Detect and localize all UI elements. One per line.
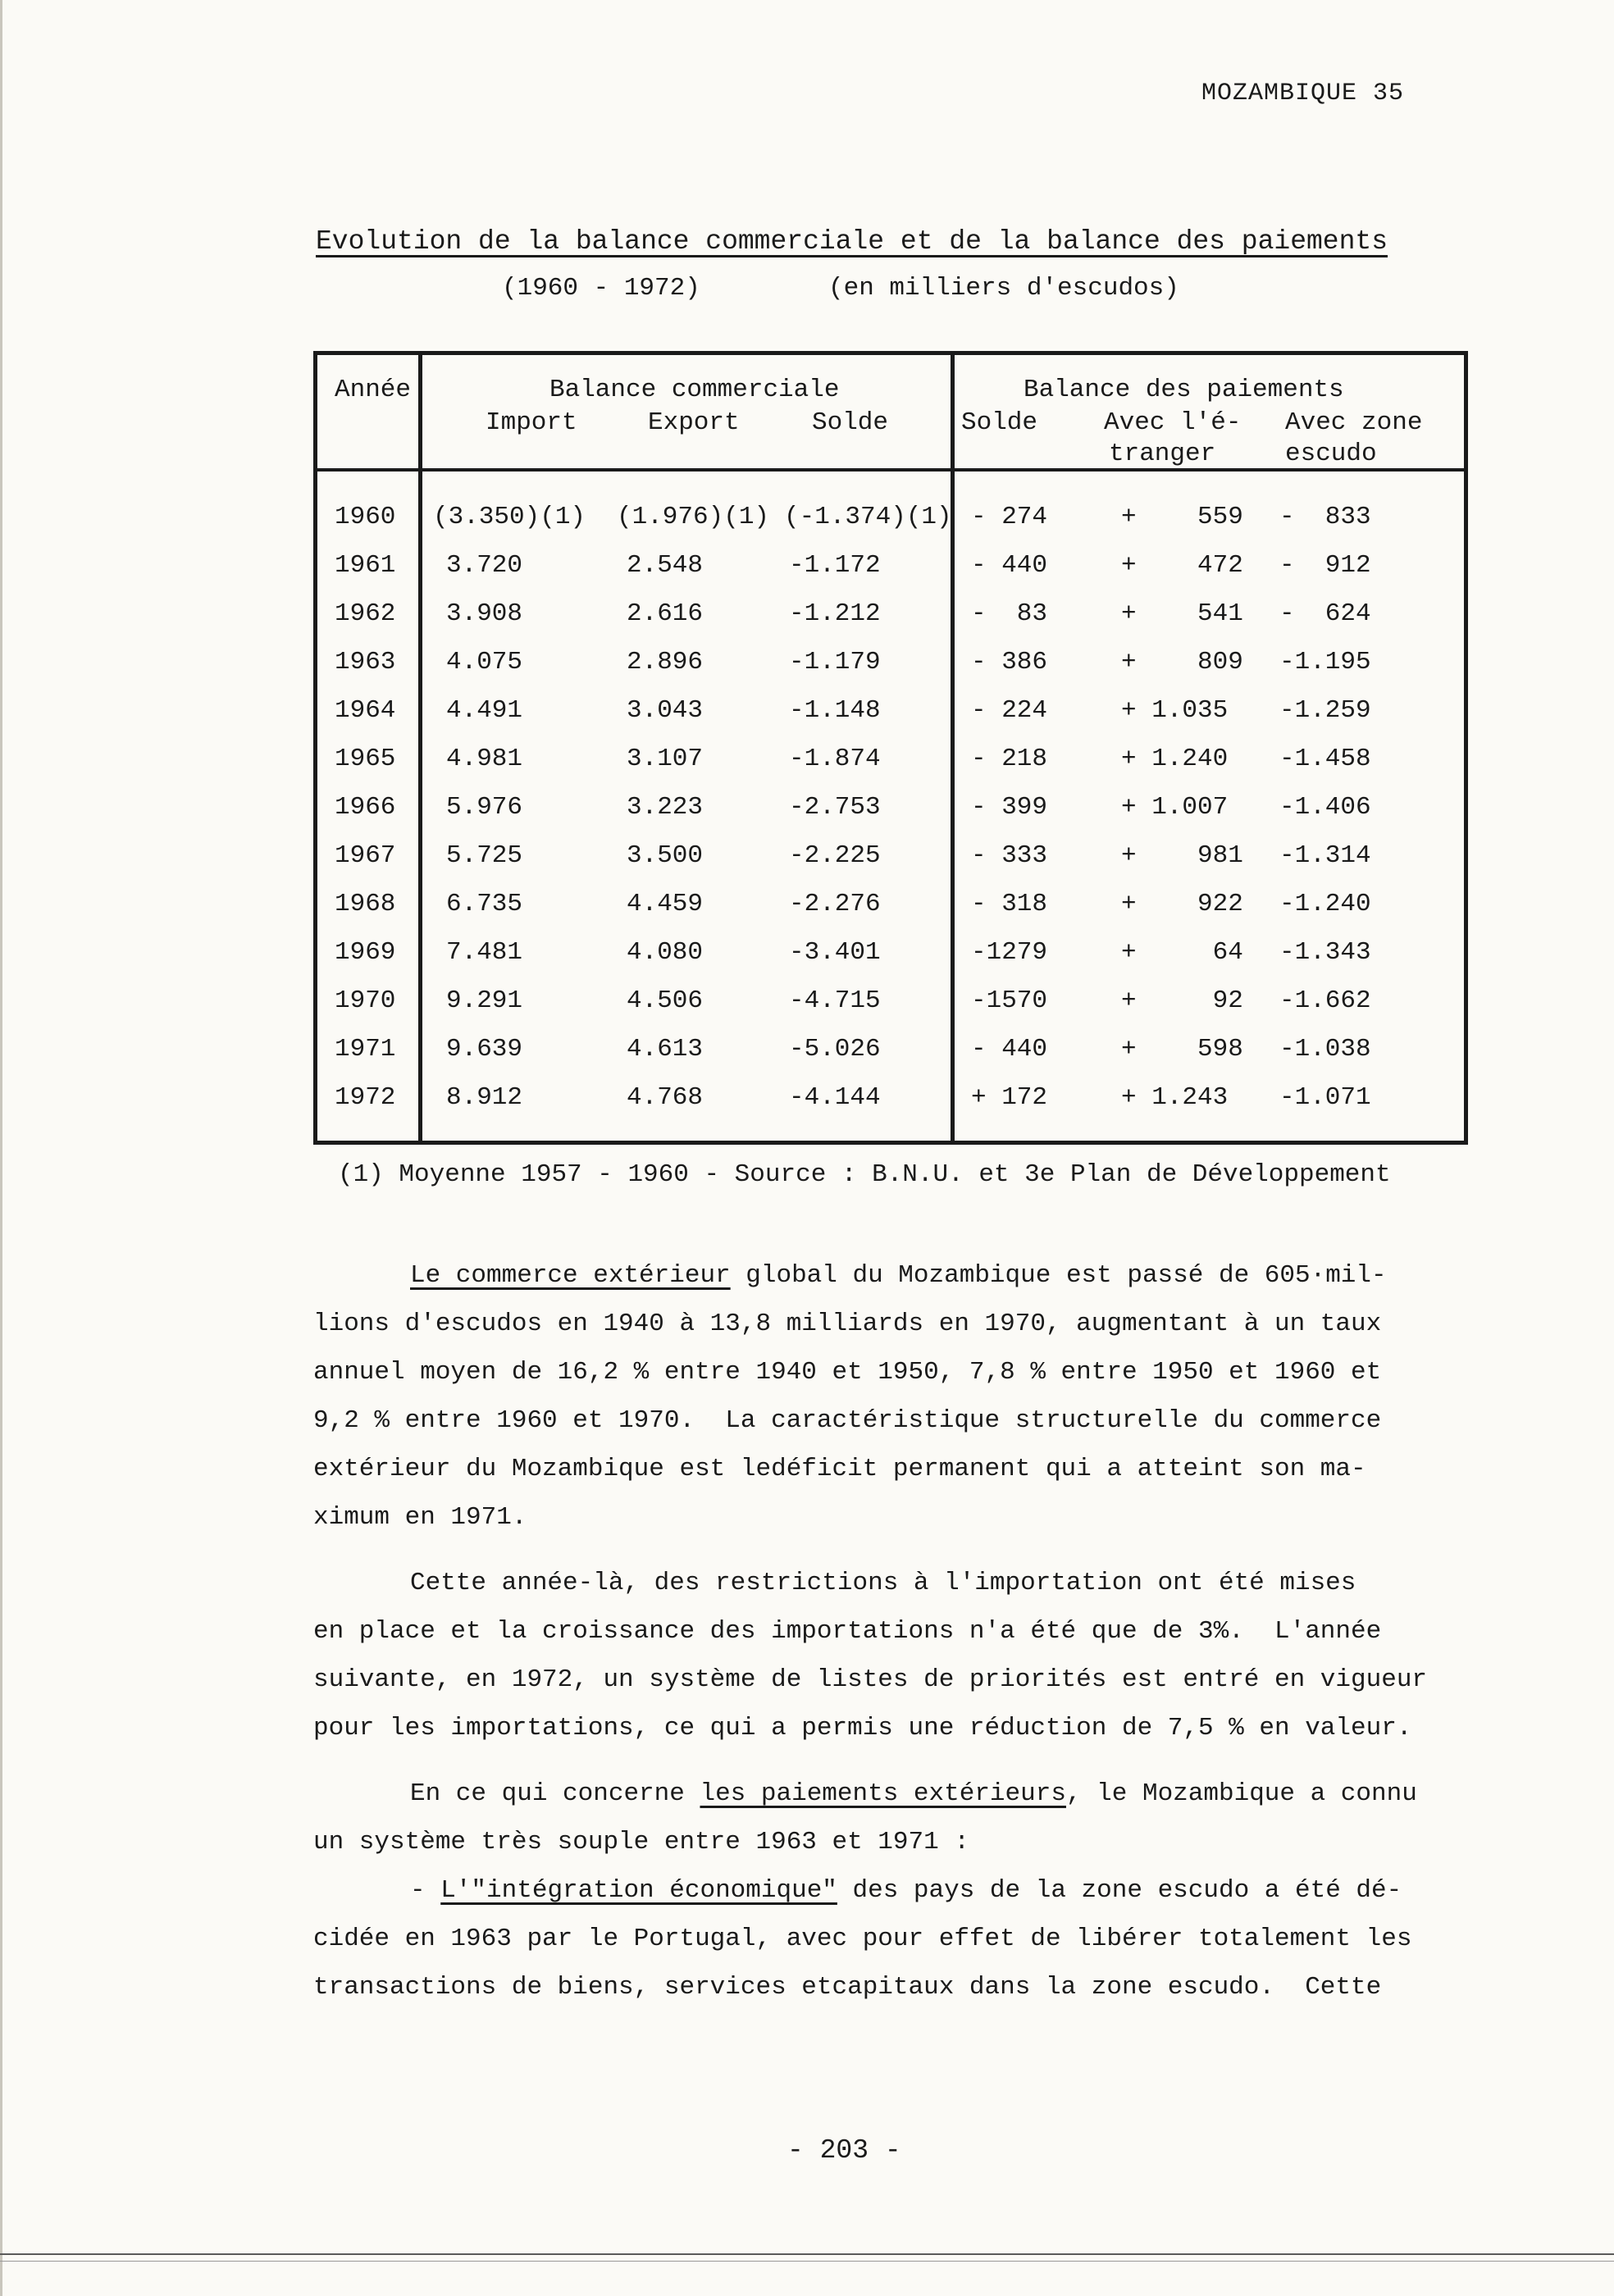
table-unit: (en milliers d'escudos) <box>828 274 1179 303</box>
paragraph-3-line-2: un système très souple entre 1963 et 1971 : <box>313 1828 969 1856</box>
paragraph-2-line-4: pour les importations, ce qui a permis une réduction de 7,5 % en valeur. <box>313 1714 1412 1742</box>
cell-solde: -2.276 <box>789 890 881 918</box>
table-row <box>313 841 1468 890</box>
underlined-phrase: Le commerce extérieur <box>410 1261 731 1290</box>
header-solde: Solde <box>812 408 889 437</box>
cell-annee: 1967 <box>335 841 396 870</box>
cell-import: 4.491 <box>446 696 523 725</box>
cell-avec-etranger: + 922 <box>1121 890 1243 918</box>
table-years-range: (1960 - 1972) <box>502 274 700 303</box>
scan-edge-bottom-secondary <box>0 2261 1614 2262</box>
table-row <box>313 599 1468 648</box>
header-avec-zone-line2: escudo <box>1285 440 1377 468</box>
table-footnote: (1) Moyenne 1957 - 1960 - Source : B.N.U. et 3e Plan de Développement <box>338 1160 1391 1189</box>
cell-export: 2.548 <box>627 551 704 580</box>
table-row <box>313 1035 1468 1083</box>
cell-import: 8.912 <box>446 1083 523 1112</box>
cell-bp-solde: - 386 <box>971 648 1048 676</box>
page-number: - 203 - <box>787 2135 901 2166</box>
cell-bp-solde: - 440 <box>971 1035 1048 1064</box>
cell-solde: -4.144 <box>789 1083 881 1112</box>
cell-export: 4.459 <box>627 890 704 918</box>
cell-export: 4.768 <box>627 1083 704 1112</box>
scan-edge-left <box>0 0 2 2296</box>
balance-table <box>313 351 1468 1145</box>
cell-solde: -1.179 <box>789 648 881 676</box>
cell-solde: -1.212 <box>789 599 881 628</box>
cell-export: 2.616 <box>627 599 704 628</box>
cell-bp-solde: - 318 <box>971 890 1048 918</box>
table-row <box>313 648 1468 696</box>
header-avec-etranger-line2: tranger <box>1109 440 1216 468</box>
cell-avec-zone: -1.071 <box>1279 1083 1371 1112</box>
cell-export: 3.107 <box>627 745 704 773</box>
underlined-phrase: les paiements extérieurs <box>700 1779 1066 1808</box>
cell-annee: 1960 <box>335 503 396 531</box>
cell-annee: 1968 <box>335 890 396 918</box>
cell-bp-solde: - 440 <box>971 551 1048 580</box>
cell-import: 5.976 <box>446 793 523 822</box>
cell-solde: -2.225 <box>789 841 881 870</box>
cell-export: 4.613 <box>627 1035 704 1064</box>
cell-avec-etranger: + 981 <box>1121 841 1243 870</box>
paragraph-1-line-2: lions d'escudos en 1940 à 13,8 milliards en 1970, augmentant à un taux <box>313 1310 1382 1338</box>
cell-import: 7.481 <box>446 938 523 967</box>
cell-solde: -1.874 <box>789 745 881 773</box>
paragraph-3-line-3 <box>410 1866 1402 1915</box>
header-bp-solde: Solde <box>961 408 1038 437</box>
cell-avec-zone: -1.240 <box>1279 890 1371 918</box>
cell-avec-etranger: + 1.035 <box>1121 696 1229 725</box>
cell-import: (3.350)(1) <box>433 503 586 531</box>
cell-annee: 1970 <box>335 986 396 1015</box>
header-balance-paiements: Balance des paiements <box>1024 376 1344 404</box>
cell-bp-solde: - 399 <box>971 793 1048 822</box>
cell-avec-etranger: + 472 <box>1121 551 1243 580</box>
text-span: global du Mozambique est passé de 605·mil- <box>730 1261 1387 1290</box>
cell-avec-etranger: + 559 <box>1121 503 1243 531</box>
text-span: des pays de la zone escudo a été dé- <box>837 1876 1402 1905</box>
cell-export: 3.223 <box>627 793 704 822</box>
table-row <box>313 938 1468 986</box>
cell-solde: -1.172 <box>789 551 881 580</box>
cell-import: 9.639 <box>446 1035 523 1064</box>
table-row <box>313 1083 1468 1132</box>
paragraph-2-line-2: en place et la croissance des importations n'a été que de 3%. L'année <box>313 1617 1382 1646</box>
cell-avec-zone: -1.195 <box>1279 648 1371 676</box>
cell-avec-zone: - 833 <box>1279 503 1371 531</box>
cell-bp-solde: - 333 <box>971 841 1048 870</box>
cell-export: 4.506 <box>627 986 704 1015</box>
cell-avec-etranger: + 1.240 <box>1121 745 1229 773</box>
table-row <box>313 503 1468 551</box>
header-import: Import <box>486 408 577 437</box>
underlined-phrase: L'"intégration économique" <box>440 1876 837 1905</box>
cell-import: 4.981 <box>446 745 523 773</box>
cell-bp-solde: - 274 <box>971 503 1048 531</box>
paragraph-3-line-4: cidée en 1963 par le Portugal, avec pour effet de libérer totalement les <box>313 1925 1412 1953</box>
cell-solde: -2.753 <box>789 793 881 822</box>
cell-import: 4.075 <box>446 648 523 676</box>
cell-export: 2.896 <box>627 648 704 676</box>
cell-annee: 1972 <box>335 1083 396 1112</box>
header-balance-commerciale: Balance commerciale <box>549 376 840 404</box>
cell-avec-zone: -1.259 <box>1279 696 1371 725</box>
text-span: En ce qui concerne <box>410 1779 700 1808</box>
cell-export: 4.080 <box>627 938 704 967</box>
table-row <box>313 745 1468 793</box>
cell-export: 3.043 <box>627 696 704 725</box>
cell-annee: 1971 <box>335 1035 396 1064</box>
paragraph-3-line-5: transactions de biens, services etcapitaux dans la zone escudo. Cette <box>313 1973 1382 2002</box>
paragraph-1-line-6: ximum en 1971. <box>313 1503 527 1532</box>
cell-bp-solde: - 218 <box>971 745 1048 773</box>
cell-bp-solde: - 83 <box>971 599 1048 628</box>
cell-import: 6.735 <box>446 890 523 918</box>
paragraph-2-line-1: Cette année-là, des restrictions à l'importation ont été mises <box>410 1569 1356 1597</box>
paragraph-3-line-1 <box>410 1770 1417 1818</box>
table-row <box>313 696 1468 745</box>
cell-avec-etranger: + 92 <box>1121 986 1243 1015</box>
cell-annee: 1964 <box>335 696 396 725</box>
cell-annee: 1966 <box>335 793 396 822</box>
cell-import: 5.725 <box>446 841 523 870</box>
cell-avec-etranger: + 1.243 <box>1121 1083 1229 1112</box>
cell-solde: -3.401 <box>789 938 881 967</box>
cell-avec-etranger: + 64 <box>1121 938 1243 967</box>
cell-solde: -4.715 <box>789 986 881 1015</box>
cell-avec-etranger: + 809 <box>1121 648 1243 676</box>
cell-avec-zone: -1.314 <box>1279 841 1371 870</box>
header-avec-etranger-line1: Avec l'é- <box>1104 408 1242 437</box>
cell-avec-etranger: + 598 <box>1121 1035 1243 1064</box>
text-span: - <box>410 1876 441 1905</box>
cell-avec-zone: - 912 <box>1279 551 1371 580</box>
cell-solde: -1.148 <box>789 696 881 725</box>
table-row <box>313 793 1468 841</box>
cell-avec-zone: -1.406 <box>1279 793 1371 822</box>
cell-avec-zone: -1.343 <box>1279 938 1371 967</box>
cell-annee: 1965 <box>335 745 396 773</box>
text-span: , le Mozambique a connu <box>1065 1779 1417 1808</box>
cell-bp-solde: -1570 <box>971 986 1048 1015</box>
cell-avec-zone: - 624 <box>1279 599 1371 628</box>
table-header-divider <box>313 468 1468 472</box>
cell-export: 3.500 <box>627 841 704 870</box>
paragraph-1-line-4: 9,2 % entre 1960 et 1970. La caractéristique structurelle du commerce <box>313 1406 1382 1435</box>
scan-edge-bottom <box>0 2253 1614 2255</box>
cell-annee: 1963 <box>335 648 396 676</box>
cell-bp-solde: - 224 <box>971 696 1048 725</box>
cell-bp-solde: -1279 <box>971 938 1048 967</box>
header-export: Export <box>648 408 740 437</box>
cell-export: (1.976)(1) <box>617 503 770 531</box>
cell-annee: 1961 <box>335 551 396 580</box>
header-annee: Année <box>335 376 412 404</box>
cell-solde: -5.026 <box>789 1035 881 1064</box>
paragraph-2-line-3: suivante, en 1972, un système de listes de priorités est entré en vigueur <box>313 1665 1428 1694</box>
table-row <box>313 551 1468 599</box>
cell-import: 3.908 <box>446 599 523 628</box>
cell-avec-zone: -1.662 <box>1279 986 1371 1015</box>
running-head: MOZAMBIQUE 35 <box>1201 80 1405 107</box>
paragraph-1-line-5: extérieur du Mozambique est ledéficit permanent qui a atteint son ma- <box>313 1455 1366 1483</box>
table-row <box>313 890 1468 938</box>
cell-avec-zone: -1.038 <box>1279 1035 1371 1064</box>
cell-annee: 1969 <box>335 938 396 967</box>
cell-solde: (-1.374)(1) <box>784 503 952 531</box>
table-title: Evolution de la balance commerciale et de la balance des paiements <box>316 226 1388 257</box>
paragraph-1-line-1 <box>410 1251 1387 1300</box>
cell-bp-solde: + 172 <box>971 1083 1048 1112</box>
cell-avec-zone: -1.458 <box>1279 745 1371 773</box>
table-row <box>313 986 1468 1035</box>
cell-avec-etranger: + 1.007 <box>1121 793 1229 822</box>
cell-import: 9.291 <box>446 986 523 1015</box>
cell-avec-etranger: + 541 <box>1121 599 1243 628</box>
cell-import: 3.720 <box>446 551 523 580</box>
cell-annee: 1962 <box>335 599 396 628</box>
paragraph-1-line-3: annuel moyen de 16,2 % entre 1940 et 1950, 7,8 % entre 1950 et 1960 et <box>313 1358 1382 1387</box>
header-avec-zone-line1: Avec zone <box>1285 408 1423 437</box>
